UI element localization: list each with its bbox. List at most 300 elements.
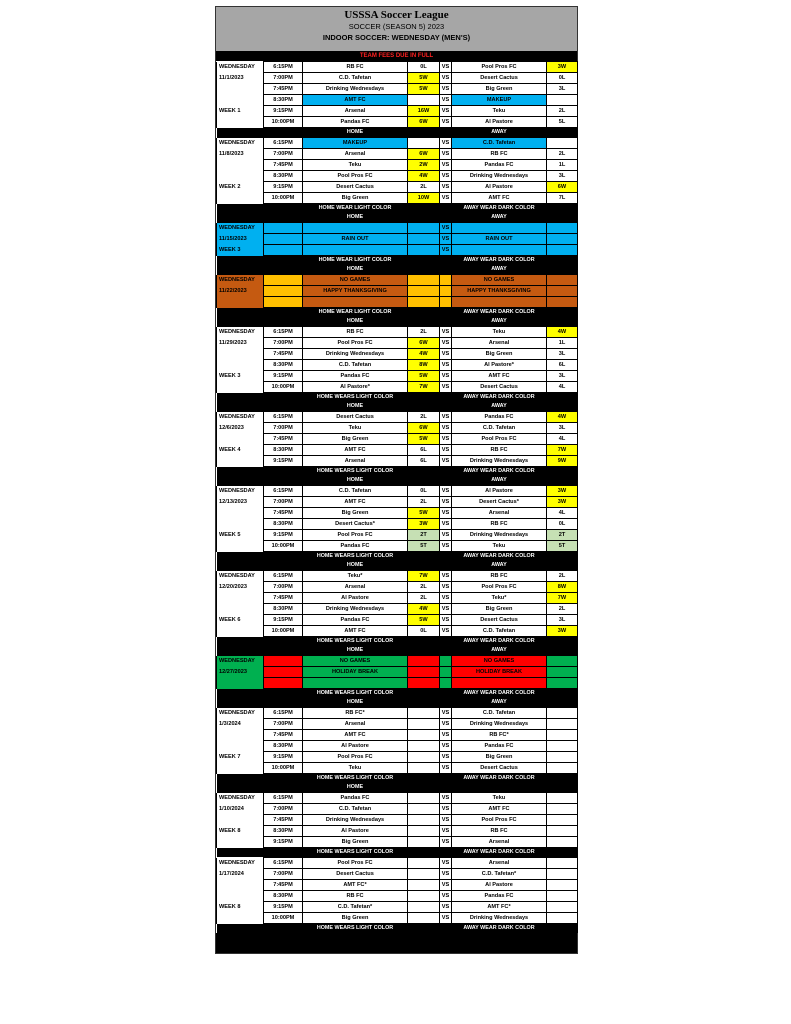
game-row: [217, 530, 578, 541]
game-row: [217, 106, 578, 117]
vs-label: VS: [440, 160, 452, 171]
vs-label: VS: [440, 84, 452, 95]
game-row: [217, 182, 578, 193]
away-note: HAPPY THANKSGIVING: [452, 286, 547, 297]
sep-spacer: [217, 476, 264, 486]
day-cell: [217, 541, 264, 552]
game-row: [217, 793, 578, 804]
sep-spacer: [440, 637, 452, 647]
color-rule-footer: [217, 204, 578, 214]
away-team: Big Green: [452, 349, 547, 360]
sep-home-label: HOME WEARS LIGHT COLOR: [303, 467, 408, 477]
day-label: WEDNESDAY: [217, 223, 264, 234]
game-row: [217, 815, 578, 826]
away-score: 1L: [547, 160, 578, 171]
sep-away-label: AWAY WEAR DARK COLOR: [452, 256, 547, 266]
day-cell: [217, 593, 264, 604]
home-score: [408, 826, 440, 837]
week-block: [216, 561, 578, 646]
sep-spacer: [217, 204, 264, 214]
home-team: Pandas FC: [303, 541, 408, 552]
away-score: [547, 837, 578, 848]
home-team: Pool Pros FC: [303, 530, 408, 541]
home-team: Desert Cactus: [303, 412, 408, 423]
sep-home-label: HOME WEARS LIGHT COLOR: [303, 393, 408, 403]
game-time: 8:30PM: [264, 604, 303, 615]
home-team: Big Green: [303, 193, 408, 204]
home-team: Big Green: [303, 837, 408, 848]
vs-label: VS: [440, 541, 452, 552]
day-cell: [217, 360, 264, 371]
sep-spacer: [408, 308, 440, 318]
game-time: 6:15PM: [264, 858, 303, 869]
date-label: 12/20/2023: [217, 582, 264, 593]
away-team: Desert Cactus: [452, 382, 547, 393]
home-team: Drinking Wednesdays: [303, 349, 408, 360]
date-label: 11/22/2023: [217, 286, 264, 297]
home-note: [303, 297, 408, 308]
sep-home-label: HOME WEARS LIGHT COLOR: [303, 774, 408, 784]
time-cell: [264, 656, 303, 667]
vs-label: VS: [440, 106, 452, 117]
home-score: [408, 297, 440, 308]
home-score: [408, 667, 440, 678]
home-score: [408, 815, 440, 826]
game-row: [217, 73, 578, 84]
vs-label: VS: [440, 793, 452, 804]
week-label: WEEK 7: [217, 752, 264, 763]
sep-spacer: [264, 128, 303, 138]
game-time: 6:15PM: [264, 571, 303, 582]
game-row: [217, 519, 578, 530]
away-score: [547, 245, 578, 256]
sep-home-label: HOME WEAR LIGHT COLOR: [303, 256, 408, 266]
thanksgiving-block: [216, 265, 578, 317]
vs-label: VS: [440, 486, 452, 497]
sep-spacer: [547, 128, 578, 138]
away-team: RB FC: [452, 149, 547, 160]
away-score: 0L: [547, 73, 578, 84]
date-label: 11/8/2023: [217, 149, 264, 160]
game-time: 8:30PM: [264, 360, 303, 371]
away-note: NO GAMES: [452, 275, 547, 286]
home-team: Pandas FC: [303, 793, 408, 804]
vs-label: VS: [440, 593, 452, 604]
sep-spacer: [217, 467, 264, 477]
home-score: [408, 234, 440, 245]
sep-spacer: [547, 698, 578, 708]
game-row: [217, 445, 578, 456]
sep-spacer: [408, 646, 440, 656]
sep-spacer: [408, 689, 440, 699]
day-cell: [217, 171, 264, 182]
home-score: 5T: [408, 541, 440, 552]
week-block: [216, 476, 578, 561]
schedule-body: [216, 61, 577, 953]
game-row: [217, 508, 578, 519]
week-block: [216, 698, 578, 783]
away-team: Big Green: [452, 84, 547, 95]
day-label: WEDNESDAY: [217, 486, 264, 497]
sep-spacer: [217, 213, 264, 223]
away-team: Desert Cactus: [452, 73, 547, 84]
day-cell: [217, 891, 264, 902]
sep-spacer: [547, 467, 578, 477]
away-score: 3L: [547, 84, 578, 95]
game-row: [217, 604, 578, 615]
sep-home-label: HOME: [303, 402, 408, 412]
sep-spacer: [408, 265, 440, 275]
holiday-row: [217, 656, 578, 667]
vs-label: [440, 286, 452, 297]
sep-spacer: [440, 317, 452, 327]
game-time: 6:15PM: [264, 486, 303, 497]
vs-label: VS: [440, 752, 452, 763]
game-row: [217, 869, 578, 880]
sep-spacer: [264, 317, 303, 327]
home-note: RAIN OUT: [303, 234, 408, 245]
sep-spacer: [264, 698, 303, 708]
home-team: RB FC*: [303, 708, 408, 719]
home-score: 0L: [408, 626, 440, 637]
date-label: 11/15/2023: [217, 234, 264, 245]
vs-label: VS: [440, 382, 452, 393]
vs-label: VS: [440, 338, 452, 349]
away-team: Pool Pros FC: [452, 815, 547, 826]
away-score: 3L: [547, 349, 578, 360]
away-team: RB FC*: [452, 730, 547, 741]
home-score: 6W: [408, 117, 440, 128]
game-time: 6:15PM: [264, 327, 303, 338]
away-team: Teku*: [452, 593, 547, 604]
home-score: 2L: [408, 327, 440, 338]
away-team: RB FC: [452, 445, 547, 456]
sep-spacer: [547, 393, 578, 403]
sep-home-label: HOME: [303, 317, 408, 327]
week-block: [216, 857, 578, 933]
day-cell: [217, 815, 264, 826]
day-label: WEDNESDAY: [217, 571, 264, 582]
away-team: Desert Cactus: [452, 615, 547, 626]
game-row: [217, 62, 578, 73]
home-team: AMT FC: [303, 626, 408, 637]
home-score: 5W: [408, 371, 440, 382]
game-row: [217, 719, 578, 730]
sep-home-label: HOME: [303, 128, 408, 138]
sep-away-label: AWAY: [452, 128, 547, 138]
game-time: 8:30PM: [264, 95, 303, 106]
game-time: 10:00PM: [264, 117, 303, 128]
home-score: 5W: [408, 508, 440, 519]
sep-spacer: [440, 467, 452, 477]
away-score: 0L: [547, 519, 578, 530]
home-score: 6W: [408, 149, 440, 160]
game-time: 10:00PM: [264, 382, 303, 393]
away-note: [452, 245, 547, 256]
game-time: 6:15PM: [264, 138, 303, 149]
away-score: 2L: [547, 604, 578, 615]
away-team: RB FC: [452, 826, 547, 837]
sep-spacer: [264, 689, 303, 699]
home-note: [303, 245, 408, 256]
sep-spacer: [217, 637, 264, 647]
home-score: 10W: [408, 193, 440, 204]
away-score: 4W: [547, 412, 578, 423]
game-time: 7:45PM: [264, 593, 303, 604]
sep-spacer: [264, 204, 303, 214]
game-row: [217, 338, 578, 349]
away-score: 4L: [547, 382, 578, 393]
sep-spacer: [217, 256, 264, 266]
game-time: 7:45PM: [264, 880, 303, 891]
away-score: [547, 891, 578, 902]
sheet-end-bar: [216, 933, 577, 953]
home-score: 7W: [408, 382, 440, 393]
away-team: Pandas FC: [452, 160, 547, 171]
game-row: [217, 858, 578, 869]
home-team: Teku: [303, 763, 408, 774]
away-team: Drinking Wednesdays: [452, 530, 547, 541]
home-team: Drinking Wednesdays: [303, 84, 408, 95]
home-score: [408, 902, 440, 913]
holiday-row: [217, 678, 578, 689]
vs-label: VS: [440, 412, 452, 423]
date-label: 12/6/2023: [217, 423, 264, 434]
game-time: 6:15PM: [264, 793, 303, 804]
sep-spacer: [440, 783, 452, 793]
vs-label: [440, 297, 452, 308]
sep-spacer: [217, 128, 264, 138]
away-score: 4W: [547, 327, 578, 338]
game-time: 9:15PM: [264, 456, 303, 467]
away-score: [547, 223, 578, 234]
sep-spacer: [547, 561, 578, 571]
game-row: [217, 84, 578, 95]
home-score: 0L: [408, 62, 440, 73]
vs-label: VS: [440, 360, 452, 371]
date-label: 1/17/2024: [217, 869, 264, 880]
away-score: [547, 752, 578, 763]
sep-away-label: [452, 783, 547, 793]
game-time: 10:00PM: [264, 913, 303, 924]
vs-label: VS: [440, 434, 452, 445]
sep-spacer: [440, 561, 452, 571]
away-score: 3L: [547, 423, 578, 434]
away-score: 1L: [547, 338, 578, 349]
home-score: [408, 730, 440, 741]
home-team: AMT FC: [303, 95, 408, 106]
home-note: HOLIDAY BREAK: [303, 667, 408, 678]
vs-label: VS: [440, 604, 452, 615]
game-row: [217, 541, 578, 552]
sep-home-label: HOME: [303, 698, 408, 708]
away-note: [452, 678, 547, 689]
home-score: [408, 95, 440, 106]
away-team: C.D. Tafetan: [452, 626, 547, 637]
away-team: Teku: [452, 106, 547, 117]
home-score: [408, 286, 440, 297]
date-label: 11/1/2023: [217, 73, 264, 84]
holiday-block: [216, 646, 578, 698]
home-team: Pool Pros FC: [303, 752, 408, 763]
game-time: 8:30PM: [264, 445, 303, 456]
sep-spacer: [547, 402, 578, 412]
home-team: Desert Cactus: [303, 869, 408, 880]
sep-away-label: AWAY WEAR DARK COLOR: [452, 308, 547, 318]
away-score: 6L: [547, 360, 578, 371]
time-cell: [264, 286, 303, 297]
day-label: WEDNESDAY: [217, 275, 264, 286]
day-cell: [217, 95, 264, 106]
game-time: 6:15PM: [264, 412, 303, 423]
game-row: [217, 360, 578, 371]
home-score: [408, 741, 440, 752]
home-score: [408, 869, 440, 880]
away-team: Teku: [452, 327, 547, 338]
game-row: [217, 804, 578, 815]
fees-notice: TEAM FEES DUE IN FULL: [216, 51, 577, 61]
home-score: [408, 858, 440, 869]
game-row: [217, 497, 578, 508]
home-team: Pool Pros FC: [303, 858, 408, 869]
away-score: 3W: [547, 62, 578, 73]
away-score: 4L: [547, 434, 578, 445]
away-score: 3W: [547, 486, 578, 497]
game-row: [217, 382, 578, 393]
away-score: 3W: [547, 497, 578, 508]
vs-label: VS: [440, 423, 452, 434]
sep-spacer: [408, 402, 440, 412]
sep-spacer: [440, 689, 452, 699]
game-row: [217, 371, 578, 382]
away-score: 6W: [547, 182, 578, 193]
game-time: 7:00PM: [264, 582, 303, 593]
home-score: [408, 223, 440, 234]
sep-spacer: [440, 402, 452, 412]
day-label: WEDNESDAY: [217, 858, 264, 869]
color-rule-footer: [217, 552, 578, 562]
game-time: 7:00PM: [264, 719, 303, 730]
vs-label: VS: [440, 117, 452, 128]
game-row: [217, 149, 578, 160]
home-score: [408, 793, 440, 804]
sep-spacer: [217, 774, 264, 784]
home-team: Pool Pros FC: [303, 171, 408, 182]
away-team: C.D. Tafetan: [452, 138, 547, 149]
sep-away-label: AWAY: [452, 402, 547, 412]
sep-spacer: [264, 848, 303, 858]
week-block: [216, 128, 578, 213]
color-rule-footer: [217, 689, 578, 699]
home-away-header: [217, 783, 578, 793]
home-team: Al Pastore: [303, 741, 408, 752]
sep-away-label: AWAY: [452, 646, 547, 656]
game-row: [217, 434, 578, 445]
home-score: [408, 891, 440, 902]
time-cell: [264, 678, 303, 689]
home-team: RB FC: [303, 327, 408, 338]
sep-spacer: [217, 308, 264, 318]
home-score: 5W: [408, 615, 440, 626]
sep-home-label: HOME WEAR LIGHT COLOR: [303, 308, 408, 318]
sep-home-label: HOME: [303, 783, 408, 793]
sep-home-label: HOME: [303, 646, 408, 656]
sep-spacer: [408, 848, 440, 858]
sep-spacer: [408, 467, 440, 477]
sep-spacer: [547, 689, 578, 699]
vs-label: VS: [440, 193, 452, 204]
sep-spacer: [264, 476, 303, 486]
vs-label: VS: [440, 95, 452, 106]
home-score: 2L: [408, 182, 440, 193]
home-team: Big Green: [303, 508, 408, 519]
away-score: 7L: [547, 193, 578, 204]
away-team: Pandas FC: [452, 891, 547, 902]
game-time: 8:30PM: [264, 891, 303, 902]
game-row: [217, 880, 578, 891]
game-row: [217, 582, 578, 593]
sep-spacer: [440, 204, 452, 214]
home-team: Arsenal: [303, 582, 408, 593]
sep-spacer: [547, 204, 578, 214]
home-score: 3W: [408, 519, 440, 530]
away-score: 2L: [547, 106, 578, 117]
game-time: 9:15PM: [264, 615, 303, 626]
home-note: NO GAMES: [303, 275, 408, 286]
sep-spacer: [440, 924, 452, 934]
game-row: [217, 95, 578, 106]
day-cell: [217, 837, 264, 848]
game-row: [217, 741, 578, 752]
sep-spacer: [217, 646, 264, 656]
away-team: Al Pastore: [452, 486, 547, 497]
sep-spacer: [408, 393, 440, 403]
vs-label: VS: [440, 73, 452, 84]
sep-spacer: [408, 204, 440, 214]
sep-away-label: AWAY WEAR DARK COLOR: [452, 467, 547, 477]
home-away-header: [217, 128, 578, 138]
sep-spacer: [217, 689, 264, 699]
game-row: [217, 193, 578, 204]
sep-spacer: [440, 698, 452, 708]
away-score: [547, 880, 578, 891]
home-team: AMT FC*: [303, 880, 408, 891]
sep-spacer: [217, 848, 264, 858]
day-cell: [217, 519, 264, 530]
sep-away-label: AWAY WEAR DARK COLOR: [452, 689, 547, 699]
sep-spacer: [217, 552, 264, 562]
away-score: 3L: [547, 171, 578, 182]
sep-away-label: AWAY WEAR DARK COLOR: [452, 774, 547, 784]
home-team: Pandas FC: [303, 117, 408, 128]
home-score: [408, 763, 440, 774]
vs-label: VS: [440, 902, 452, 913]
away-score: [547, 719, 578, 730]
week-block: [216, 402, 578, 476]
vs-label: VS: [440, 62, 452, 73]
sep-home-label: HOME WEARS LIGHT COLOR: [303, 637, 408, 647]
away-team: Drinking Wednesdays: [452, 456, 547, 467]
sep-spacer: [440, 256, 452, 266]
away-team: Arsenal: [452, 837, 547, 848]
home-note: [303, 678, 408, 689]
game-time: 8:30PM: [264, 741, 303, 752]
sep-away-label: AWAY: [452, 698, 547, 708]
sep-away-label: AWAY: [452, 265, 547, 275]
home-score: 4W: [408, 171, 440, 182]
sep-spacer: [547, 308, 578, 318]
game-time: 8:30PM: [264, 826, 303, 837]
